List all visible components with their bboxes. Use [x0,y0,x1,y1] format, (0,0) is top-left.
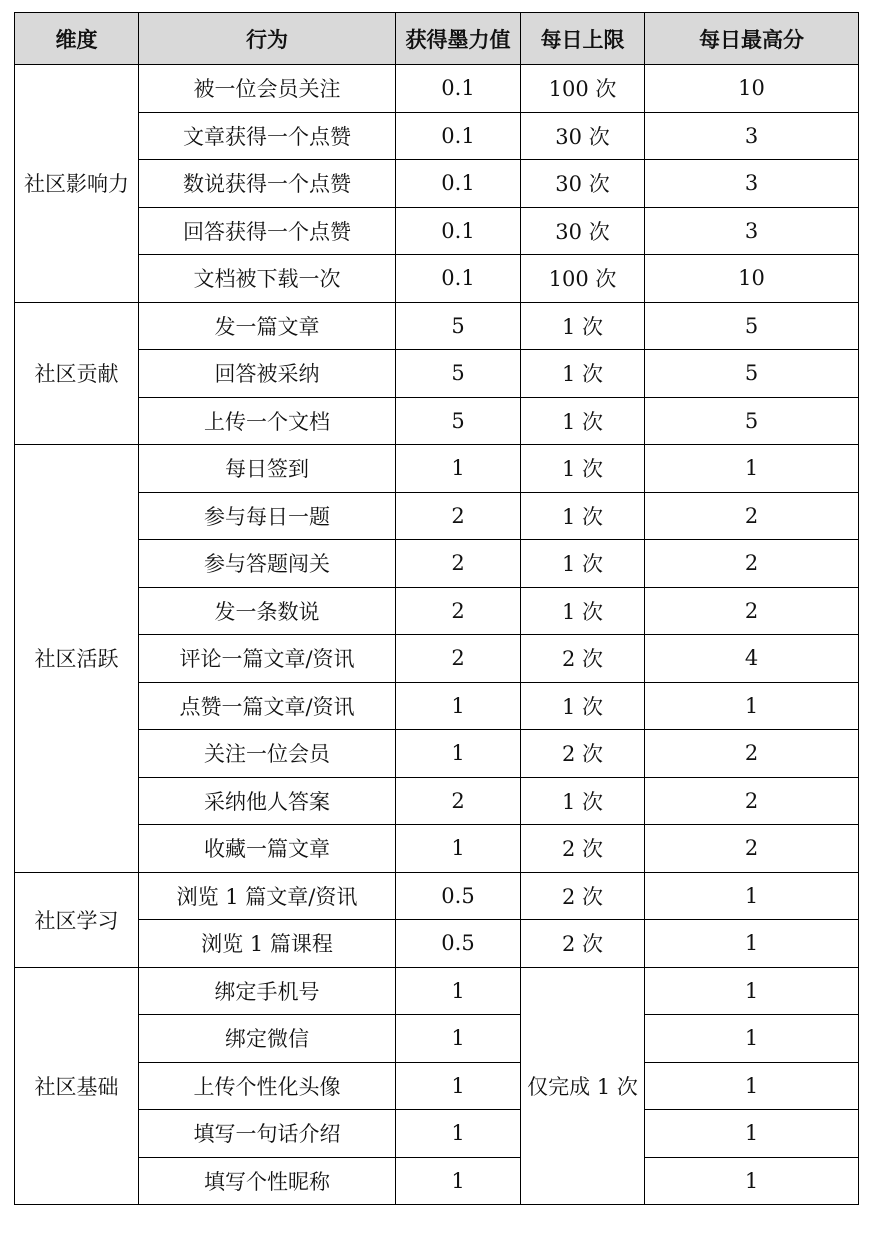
dimension-cell: 社区活跃 [15,445,139,873]
daily-max-cell: 3 [645,207,859,255]
points-value-cell: 1 [396,825,521,873]
points-value-cell: 1 [396,730,521,778]
table-row [15,682,859,730]
action-cell: 数说获得一个点赞 [139,160,396,208]
table-row [15,160,859,208]
action-cell: 填写一句话介绍 [139,1110,396,1158]
daily-limit-cell: 100 次 [521,255,645,303]
points-value-cell: 1 [396,1062,521,1110]
daily-max-cell: 5 [645,350,859,398]
daily-limit-cell: 2 次 [521,635,645,683]
header-daily-limit: 每日上限 [521,13,645,65]
points-value-cell: 5 [396,350,521,398]
points-value-cell: 1 [396,1015,521,1063]
action-cell: 参与每日一题 [139,492,396,540]
header-points-value: 获得墨力值 [396,13,521,65]
points-value-cell: 0.1 [396,65,521,113]
action-cell: 点赞一篇文章/资讯 [139,682,396,730]
points-value-cell: 2 [396,587,521,635]
action-cell: 回答被采纳 [139,350,396,398]
dimension-cell: 社区基础 [15,967,139,1205]
points-value-cell: 2 [396,635,521,683]
table-row [15,635,859,683]
table-row [15,730,859,778]
daily-max-cell: 5 [645,302,859,350]
points-value-cell: 1 [396,967,521,1015]
action-cell: 收藏一篇文章 [139,825,396,873]
action-cell: 文档被下载一次 [139,255,396,303]
points-value-cell: 2 [396,777,521,825]
header-daily-max: 每日最高分 [645,13,859,65]
action-cell: 被一位会员关注 [139,65,396,113]
table-row [15,112,859,160]
action-cell: 填写个性昵称 [139,1157,396,1205]
daily-limit-cell: 30 次 [521,160,645,208]
daily-max-cell: 1 [645,1062,859,1110]
daily-limit-cell: 30 次 [521,207,645,255]
dimension-cell: 社区学习 [15,872,139,967]
points-value-cell: 0.1 [396,112,521,160]
action-cell: 关注一位会员 [139,730,396,778]
daily-max-cell: 1 [645,920,859,968]
action-cell: 发一篇文章 [139,302,396,350]
daily-limit-cell: 1 次 [521,492,645,540]
points-value-cell: 0.5 [396,872,521,920]
table-body [15,65,859,1205]
action-cell: 浏览 1 篇文章/资讯 [139,872,396,920]
table-row [15,540,859,588]
daily-limit-cell: 100 次 [521,65,645,113]
table-row [15,872,859,920]
daily-max-cell: 1 [645,1015,859,1063]
action-cell: 浏览 1 篇课程 [139,920,396,968]
daily-max-cell: 2 [645,777,859,825]
daily-max-cell: 2 [645,730,859,778]
daily-limit-cell: 1 次 [521,350,645,398]
points-value-cell: 5 [396,302,521,350]
daily-max-cell: 5 [645,397,859,445]
table-row [15,1015,859,1063]
header-row [15,13,859,65]
table-row [15,1062,859,1110]
table-row [15,1157,859,1205]
daily-limit-cell: 1 次 [521,445,645,493]
daily-max-cell: 1 [645,1157,859,1205]
daily-limit-cell: 1 次 [521,540,645,588]
points-value-cell: 0.1 [396,207,521,255]
table-row [15,65,859,113]
daily-limit-cell: 1 次 [521,302,645,350]
header-action: 行为 [139,13,396,65]
daily-max-cell: 3 [645,112,859,160]
daily-limit-cell: 1 次 [521,777,645,825]
table-row [15,397,859,445]
table-row [15,920,859,968]
daily-limit-cell: 2 次 [521,825,645,873]
daily-max-cell: 10 [645,255,859,303]
table-row [15,587,859,635]
points-value-cell: 1 [396,1157,521,1205]
table-row [15,445,859,493]
table-row [15,302,859,350]
action-cell: 文章获得一个点赞 [139,112,396,160]
points-value-cell: 0.5 [396,920,521,968]
table-row [15,777,859,825]
table-row [15,967,859,1015]
daily-max-cell: 10 [645,65,859,113]
action-cell: 回答获得一个点赞 [139,207,396,255]
daily-limit-cell: 2 次 [521,872,645,920]
points-rules-table [14,12,859,1205]
points-value-cell: 0.1 [396,160,521,208]
action-cell: 评论一篇文章/资讯 [139,635,396,683]
daily-max-cell: 4 [645,635,859,683]
daily-limit-cell: 1 次 [521,682,645,730]
action-cell: 参与答题闯关 [139,540,396,588]
points-value-cell: 2 [396,492,521,540]
action-cell: 上传个性化头像 [139,1062,396,1110]
table-row [15,207,859,255]
dimension-cell: 社区影响力 [15,65,139,303]
daily-limit-cell: 2 次 [521,730,645,778]
points-value-cell: 0.1 [396,255,521,303]
points-value-cell: 2 [396,540,521,588]
points-value-cell: 1 [396,1110,521,1158]
action-cell: 绑定微信 [139,1015,396,1063]
header-dimension: 维度 [15,13,139,65]
daily-max-cell: 2 [645,540,859,588]
daily-max-cell: 1 [645,872,859,920]
table-row [15,1110,859,1158]
daily-max-cell: 2 [645,587,859,635]
daily-max-cell: 1 [645,445,859,493]
daily-max-cell: 1 [645,1110,859,1158]
action-cell: 采纳他人答案 [139,777,396,825]
action-cell: 发一条数说 [139,587,396,635]
daily-max-cell: 1 [645,682,859,730]
points-value-cell: 1 [396,445,521,493]
daily-max-cell: 3 [645,160,859,208]
daily-limit-cell: 仅完成 1 次 [521,967,645,1205]
daily-max-cell: 1 [645,967,859,1015]
daily-limit-cell: 1 次 [521,397,645,445]
daily-max-cell: 2 [645,492,859,540]
action-cell: 每日签到 [139,445,396,493]
table-row [15,492,859,540]
table-row [15,350,859,398]
table-row [15,255,859,303]
table-row [15,825,859,873]
points-value-cell: 1 [396,682,521,730]
daily-limit-cell: 2 次 [521,920,645,968]
daily-limit-cell: 1 次 [521,587,645,635]
daily-limit-cell: 30 次 [521,112,645,160]
action-cell: 上传一个文档 [139,397,396,445]
dimension-cell: 社区贡献 [15,302,139,445]
points-value-cell: 5 [396,397,521,445]
action-cell: 绑定手机号 [139,967,396,1015]
daily-max-cell: 2 [645,825,859,873]
